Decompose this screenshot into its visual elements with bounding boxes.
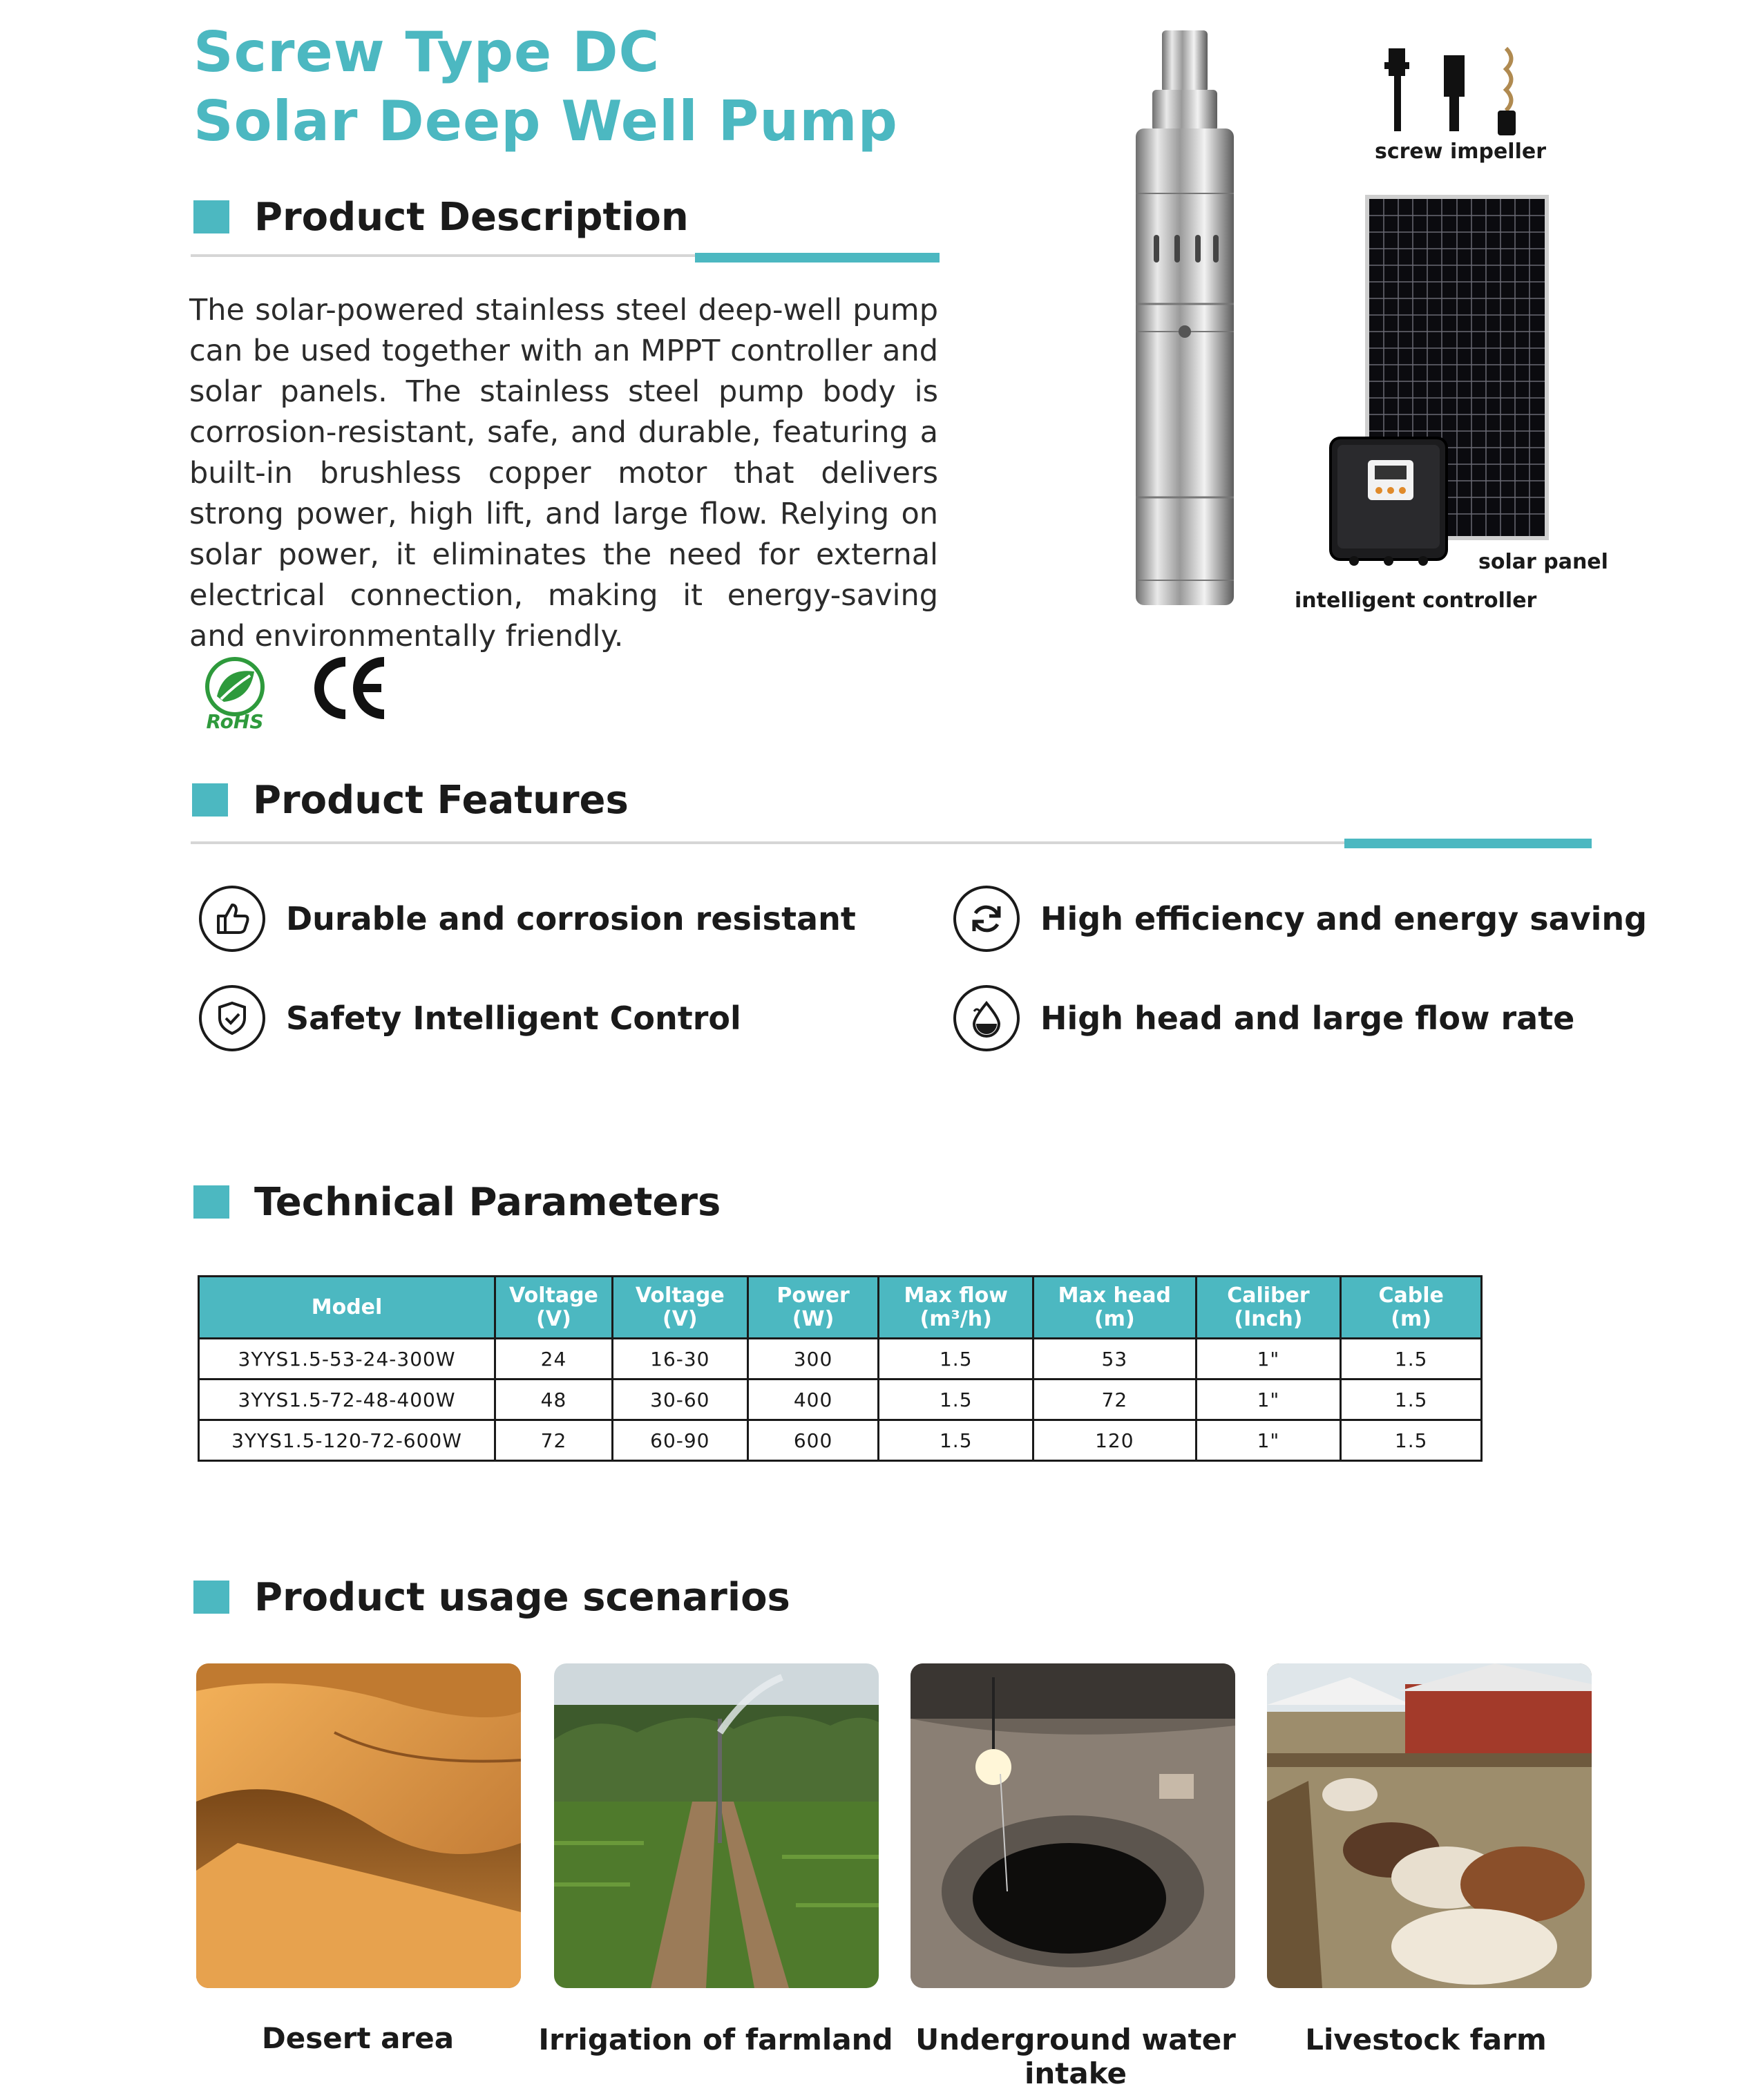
table-cell: 1.5 [1341,1420,1482,1461]
scenarios-heading [193,1576,790,1618]
column-header: Model [199,1277,495,1339]
rohs-logo [196,653,274,731]
table-cell: 1.5 [879,1339,1033,1380]
feature-label: Safety Intelligent Control [286,1000,741,1037]
refresh-icon [953,886,1020,952]
table-cell: 53 [1033,1339,1197,1380]
section-marker [193,1581,229,1614]
feature-efficiency [953,886,1647,952]
parameters-heading-text: Technical Parameters [254,1179,721,1225]
features-heading-text: Product Features [253,777,629,823]
table-cell: 3YYS1.5-120-72-600W [199,1420,495,1461]
description-body: The solar-powered stainless steel deep-well pump can be used together with an MPPT controller and solar panels. The stainless steel pump body is corrosion-resistant, safe, and durable, featuring a built-in brushless copper motor that delivers strong power, high lift, and large flow. Relying on solar power, it eliminates the need for external electrical connection, making it energy-saving and environmentally friendly. [189,293,938,653]
controller-label: intelligent controller [1295,589,1537,613]
column-header: Max flow (m³/h) [879,1277,1033,1339]
table-cell: 72 [1033,1380,1197,1420]
column-header: Caliber (Inch) [1196,1277,1341,1339]
table-cell: 1.5 [1341,1339,1482,1380]
table-cell: 600 [747,1420,879,1461]
scenario-caption-livestock: Livestock farm [1305,2023,1547,2056]
feature-flow [953,985,1574,1051]
feature-label: High efficiency and energy saving [1040,900,1648,937]
table-cell: 30-60 [612,1380,747,1420]
description-divider-accent [695,253,940,262]
feature-durable [199,886,856,952]
column-header: Max head (m) [1033,1277,1197,1339]
column-header: Voltage (V) [495,1277,613,1339]
section-marker [193,200,229,233]
table-cell: 300 [747,1339,879,1380]
description-heading-text: Product Description [254,194,689,240]
table-cell: 24 [495,1339,613,1380]
features-divider-accent [1344,839,1592,848]
scenario-caption-underground: Underground water intake [915,2023,1236,2090]
table-cell: 1.5 [879,1420,1033,1461]
table-row [199,1380,1482,1420]
desert-photo [196,1663,521,1988]
column-header: Cable (m) [1341,1277,1482,1339]
table-row [199,1420,1482,1461]
parameters-table [198,1275,1483,1462]
table-row [199,1339,1482,1380]
table-cell: 1" [1196,1420,1341,1461]
livestock-photo [1267,1663,1592,1988]
ce-logo [312,655,388,721]
description-heading [193,196,689,238]
table-cell: 3YYS1.5-53-24-300W [199,1339,495,1380]
feature-label: Durable and corrosion resistant [286,900,856,937]
table-cell: 60-90 [612,1420,747,1461]
features-heading [192,779,629,821]
feature-label: High head and large flow rate [1040,1000,1575,1037]
scenario-caption-desert: Desert area [261,2021,455,2055]
parameters-heading [193,1181,721,1223]
controller-image [1326,435,1451,566]
scenario-caption-farmland: Irrigation of farmland [538,2023,893,2056]
section-marker [193,1185,229,1219]
page-title-line1: Screw Type DC [193,20,660,84]
table-cell: 72 [495,1420,613,1461]
water-drop-icon [953,985,1020,1051]
farmland-photo [554,1663,879,1988]
screw-impeller-label: screw impeller [1375,140,1547,164]
shield-check-icon [199,985,265,1051]
section-marker [192,783,228,817]
table-cell: 48 [495,1380,613,1420]
page-title-line2: Solar Deep Well Pump [193,89,898,153]
feature-safety [199,985,741,1051]
table-cell: 16-30 [612,1339,747,1380]
screw-impeller-image [1375,41,1547,138]
column-header: Power (W) [747,1277,879,1339]
table-cell: 400 [747,1380,879,1420]
pump-image [1126,28,1243,622]
table-cell: 120 [1033,1420,1197,1461]
table-cell: 1" [1196,1380,1341,1420]
scenarios-heading-text: Product usage scenarios [254,1574,790,1620]
underground-photo [911,1663,1235,1988]
table-cell: 1.5 [1341,1380,1482,1420]
table-cell: 3YYS1.5-72-48-400W [199,1380,495,1420]
thumbs-up-icon [199,886,265,952]
column-header: Voltage (V) [612,1277,747,1339]
table-cell: 1.5 [879,1380,1033,1420]
table-header-row [199,1277,1482,1339]
rohs-text: RoHS [206,710,264,731]
solar-panel-label: solar panel [1478,550,1608,574]
table-cell: 1" [1196,1339,1341,1380]
